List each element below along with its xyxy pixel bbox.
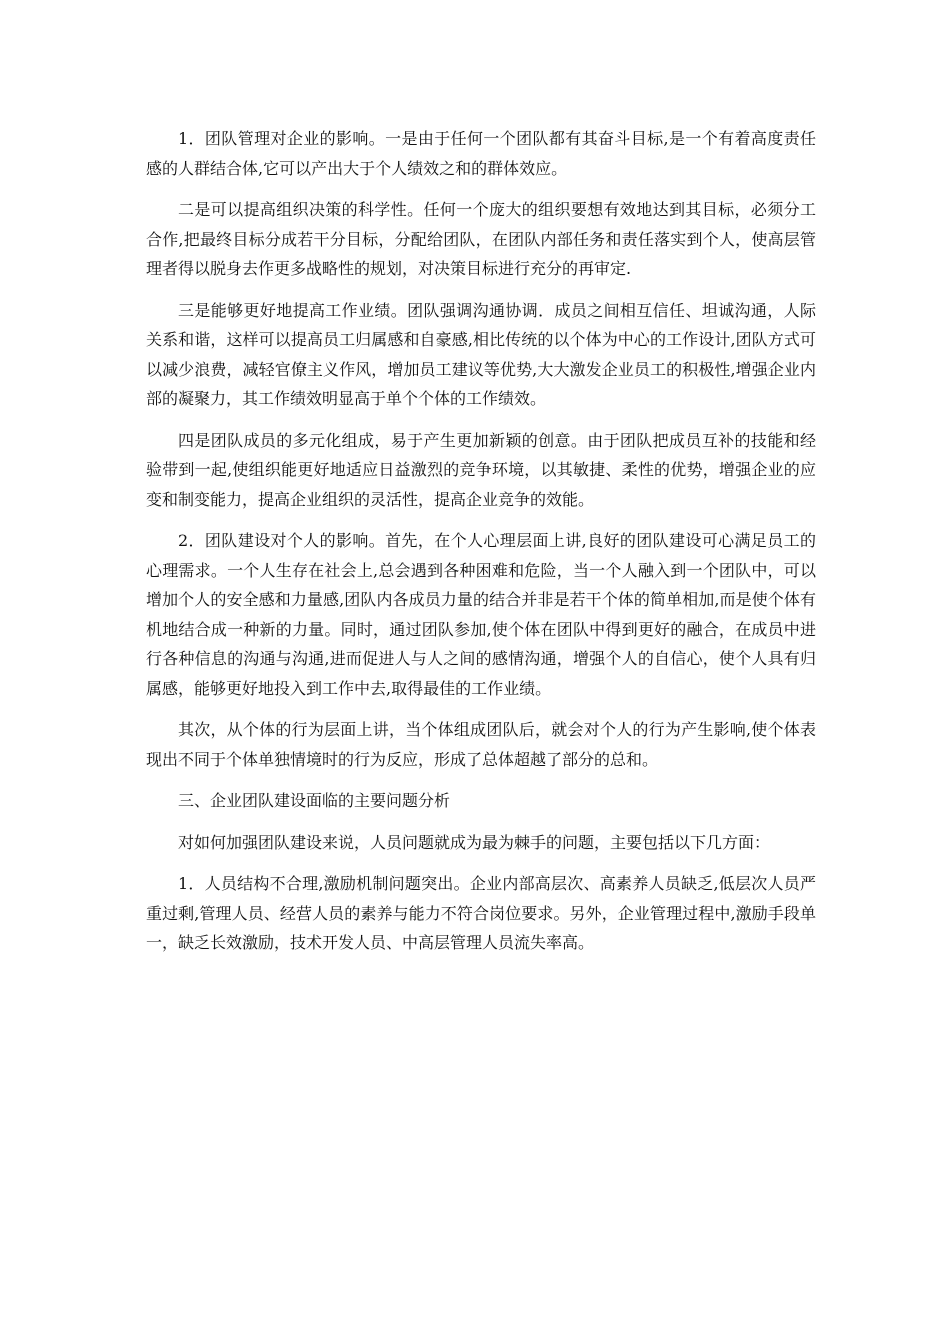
paragraph-work-performance: 三是能够更好地提高工作业绩。团队强调沟通协调．成员之间相互信任、坦诚沟通，人际关系和谐，这样可以提高员工归属感和自豪感,相比传统的以个体为中心的工作设计,团队方式可以减少浪费，减轻官僚主义作风，增加员工建议等优势,大大激发企业员工的积极性,增强企业内部的凝聚力，其工作绩效明显高于单个个体的工作绩效。: [146, 300, 816, 408]
paragraph-team-impact-enterprise: 1．团队管理对企业的影响。一是由于任何一个团队都有其奋斗目标,是一个有着高度责任感的人群结合体,它可以产出大于个人绩效之和的群体效应。: [146, 129, 816, 178]
paragraph-behavior-level: 其次，从个体的行为层面上讲，当个体组成团队后，就会对个人的行为产生影响,使个体表现出不同于个体单独情境时的行为反应，形成了总体超越了部分的总和。: [146, 720, 816, 769]
paragraph-personnel-issues: 对如何加强团队建设来说，人员问题就成为最为棘手的问题，主要包括以下几方面：: [178, 832, 771, 852]
document-body: [146, 124, 816, 970]
paragraph-structure-incentive: 1．人员结构不合理,激励机制问题突出。企业内部高层次、高素养人员缺乏,低层次人员严重过剩,管理人员、经营人员的素养与能力不符合岗位要求。另外，企业管理过程中,激励手段单一，缺乏长效激励，技术开发人员、中高层管理人员流失率高。: [146, 874, 816, 952]
paragraph-decision-science: 二是可以提高组织决策的科学性。任何一个庞大的组织要想有效地达到其目标，必须分工合作,把最终目标分成若干分目标，分配给团队，在团队内部任务和责任落实到个人，使高层管理者得以脱身去作更多战略性的规划，对决策目标进行充分的再审定.: [146, 200, 816, 278]
section-heading-problems: 三、企业团队建设面临的主要问题分析: [178, 791, 451, 810]
paragraph-team-impact-individual: 2．团队建设对个人的影响。首先，在个人心理层面上讲,良好的团队建设可心满足员工的心理需求。一个人生存在社会上,总会遇到各种困难和危险，当一个人融入到一个团队中，可以增加个人的安全感和力量感,团队内各成员力量的结合并非是若干个体的简单相加,而是使个体有机地结合成一种新的力量。同时，通过团队参加,使个体在团队中得到更好的融合，在成员中进行各种信息的沟通与沟通,进而促进人与人之间的感情沟通，增强个人的自信心，使个人具有归属感，能够更好地投入到工作中去,取得最佳的工作业绩。: [146, 531, 816, 698]
paragraph-diverse-members: 四是团队成员的多元化组成，易于产生更加新颖的创意。由于团队把成员互补的技能和经验带到一起,使组织能更好地适应日益激烈的竞争环境，以其敏捷、柔性的优势，增强企业的应变和制变能力，提高企业组织的灵活性，提高企业竞争的效能。: [146, 430, 816, 509]
